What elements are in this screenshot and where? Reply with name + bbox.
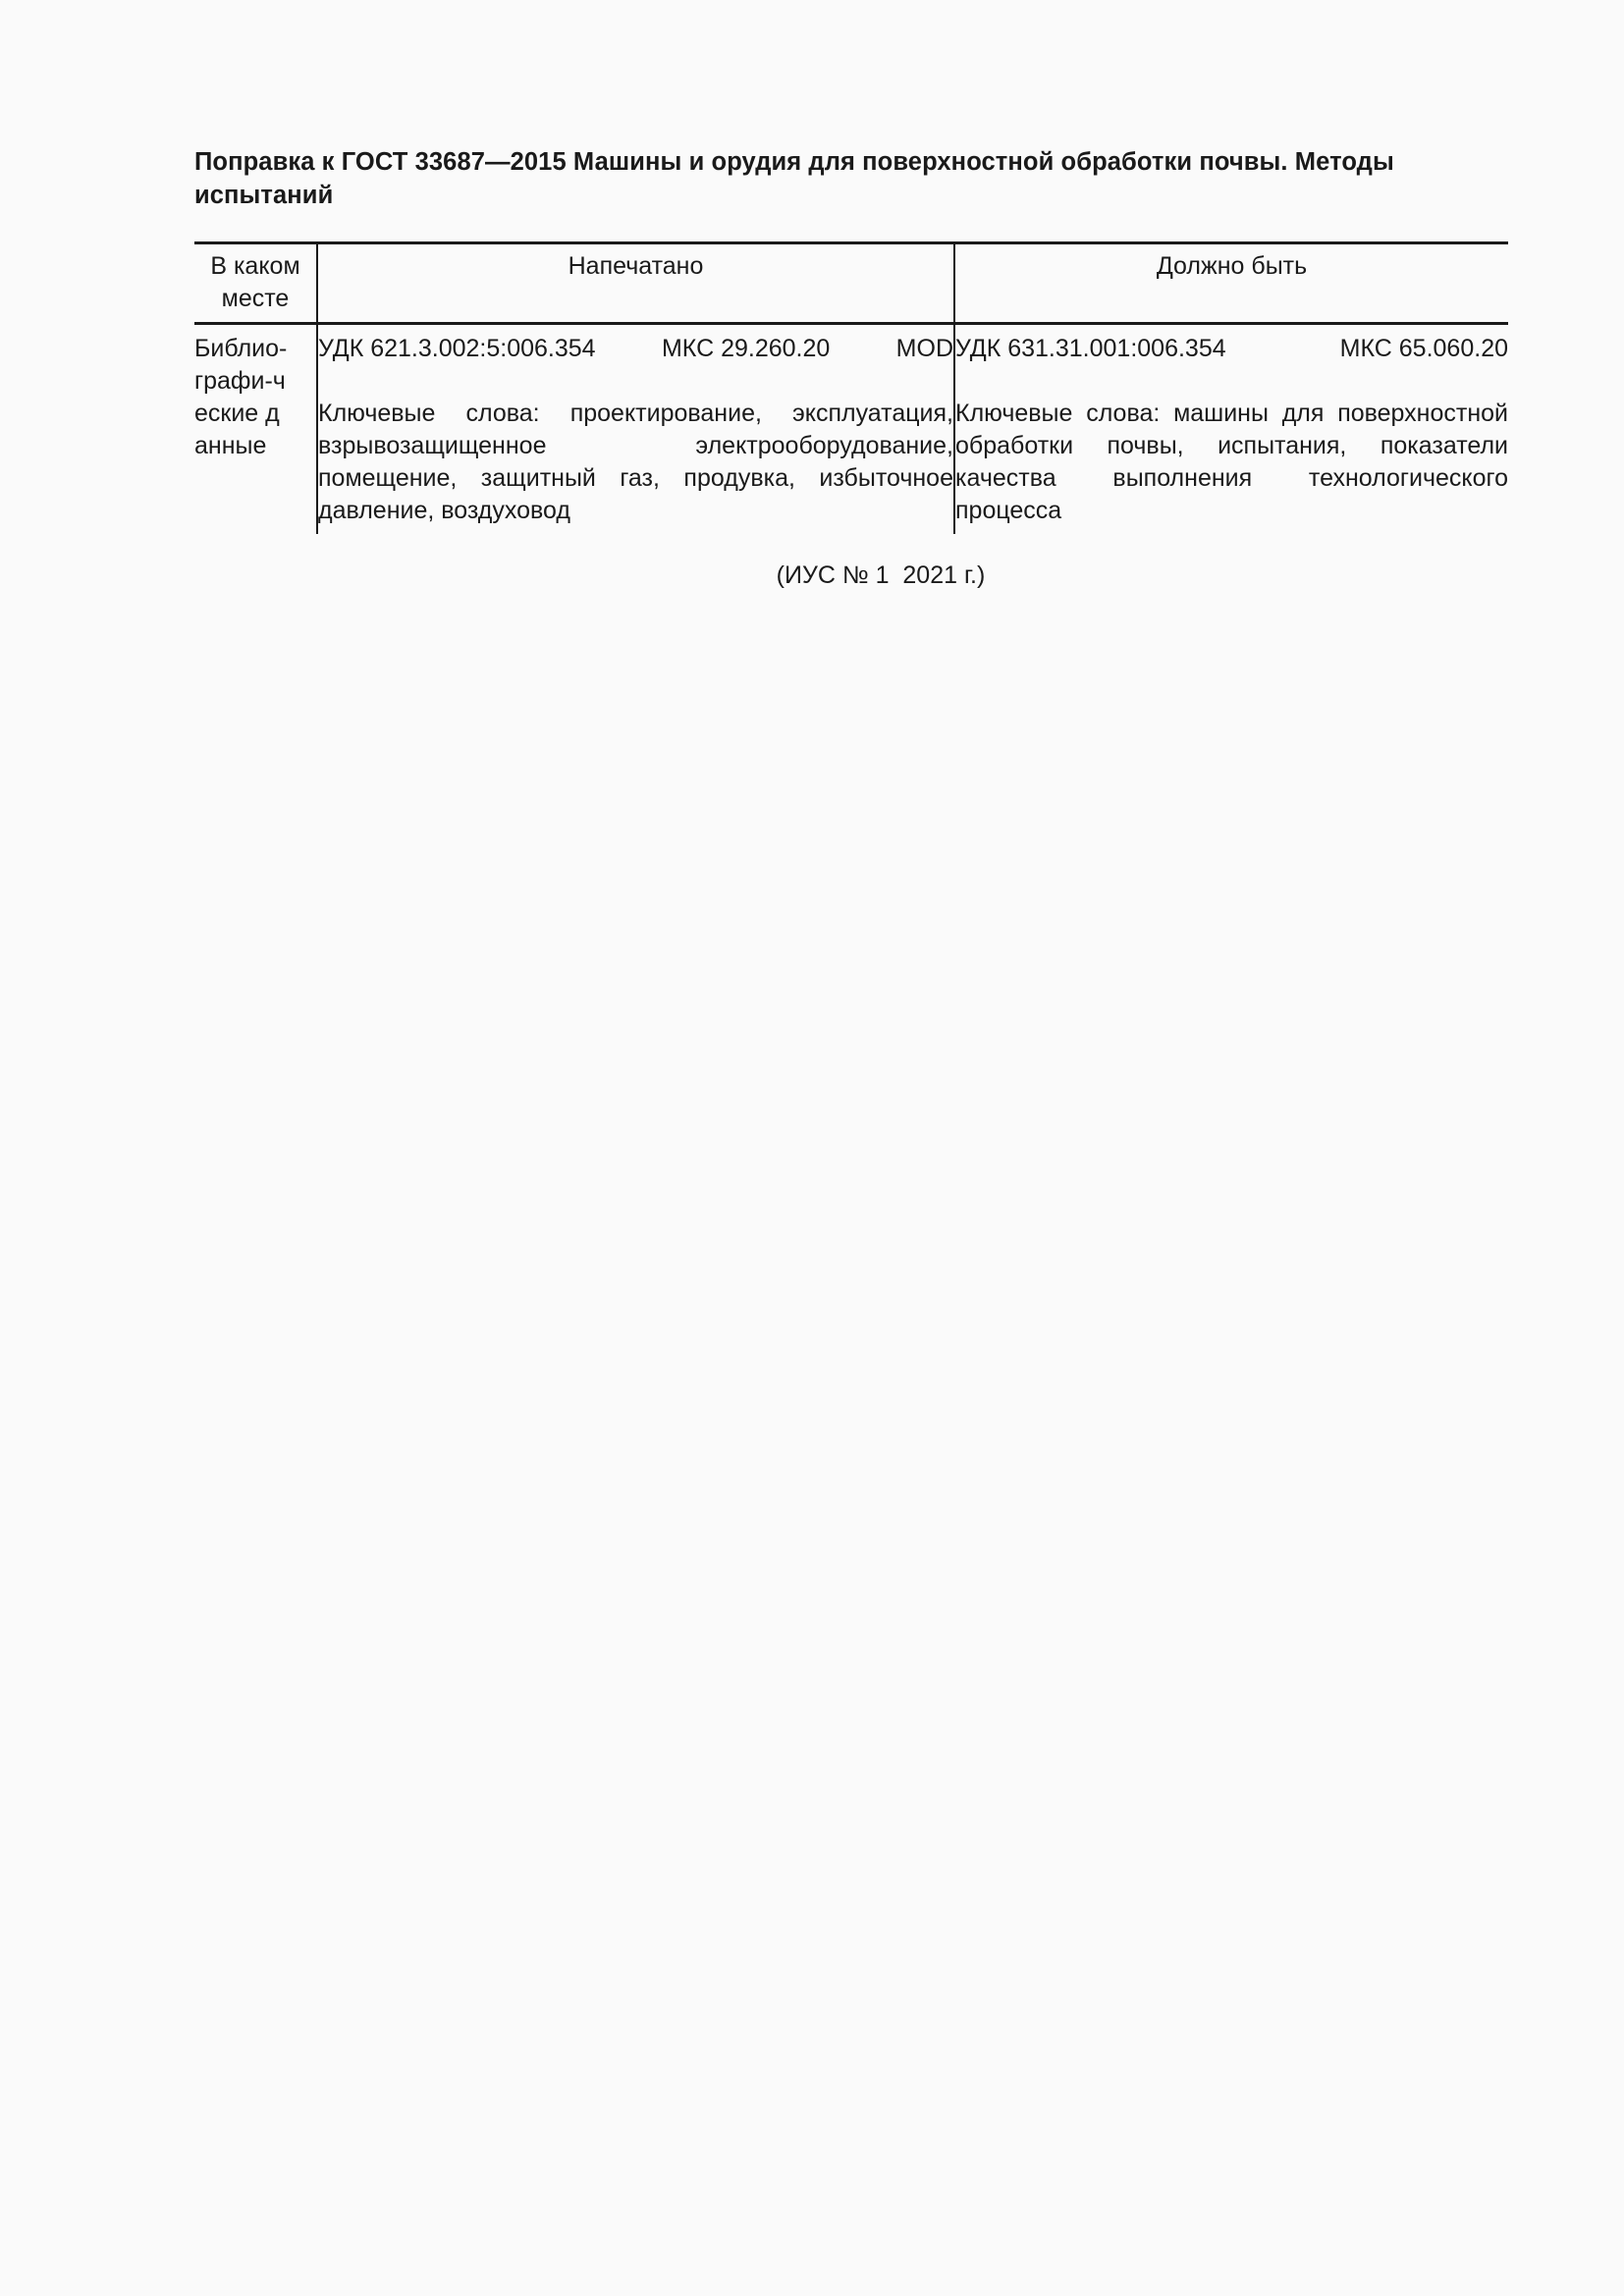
spacer: [318, 365, 953, 398]
printed-keywords: Ключевые слова: проектирование, эксплуатация, взрывозащищенное электрооборудование, помещение, защитный газ, продувка, избыточное давление, воздуховод: [318, 400, 953, 524]
should-be-codes: [955, 333, 1508, 365]
spacer: [955, 365, 1508, 398]
printed-codes: [318, 333, 953, 365]
printed-mod: MOD: [895, 335, 953, 362]
header-place: В каком месте: [194, 243, 317, 324]
cell-printed: [317, 324, 954, 535]
table-header-row: [194, 243, 1508, 324]
printed-mks: МКС 29.260.20: [661, 335, 831, 362]
printed-udk: УДК 621.3.002:5:006.354: [318, 335, 596, 362]
amendment-table: [194, 241, 1508, 534]
should-be-mks: МКС 65.060.20: [1339, 335, 1508, 362]
cell-place: [194, 324, 317, 535]
header-printed: Напечатано: [317, 243, 954, 324]
document-title: Поправка к ГОСТ 33687—2015 Машины и орудия для поверхностной обработки почвы. Методы испытаний: [194, 148, 1394, 209]
header-should-be: Должно быть: [954, 243, 1508, 324]
table-row: [194, 324, 1508, 535]
document-page: [194, 145, 1508, 590]
should-be-keywords: Ключевые слова: машины для поверхностной обработки почвы, испытания, показатели качества выполнения технологического процесса: [955, 400, 1508, 524]
cell-should-be: [954, 324, 1508, 535]
should-be-udk: УДК 631.31.001:006.354: [955, 335, 1226, 362]
place-text: Библио-графи-ческие данные: [194, 335, 288, 459]
issue-reference: (ИУС № 1 2021 г.): [776, 561, 986, 589]
